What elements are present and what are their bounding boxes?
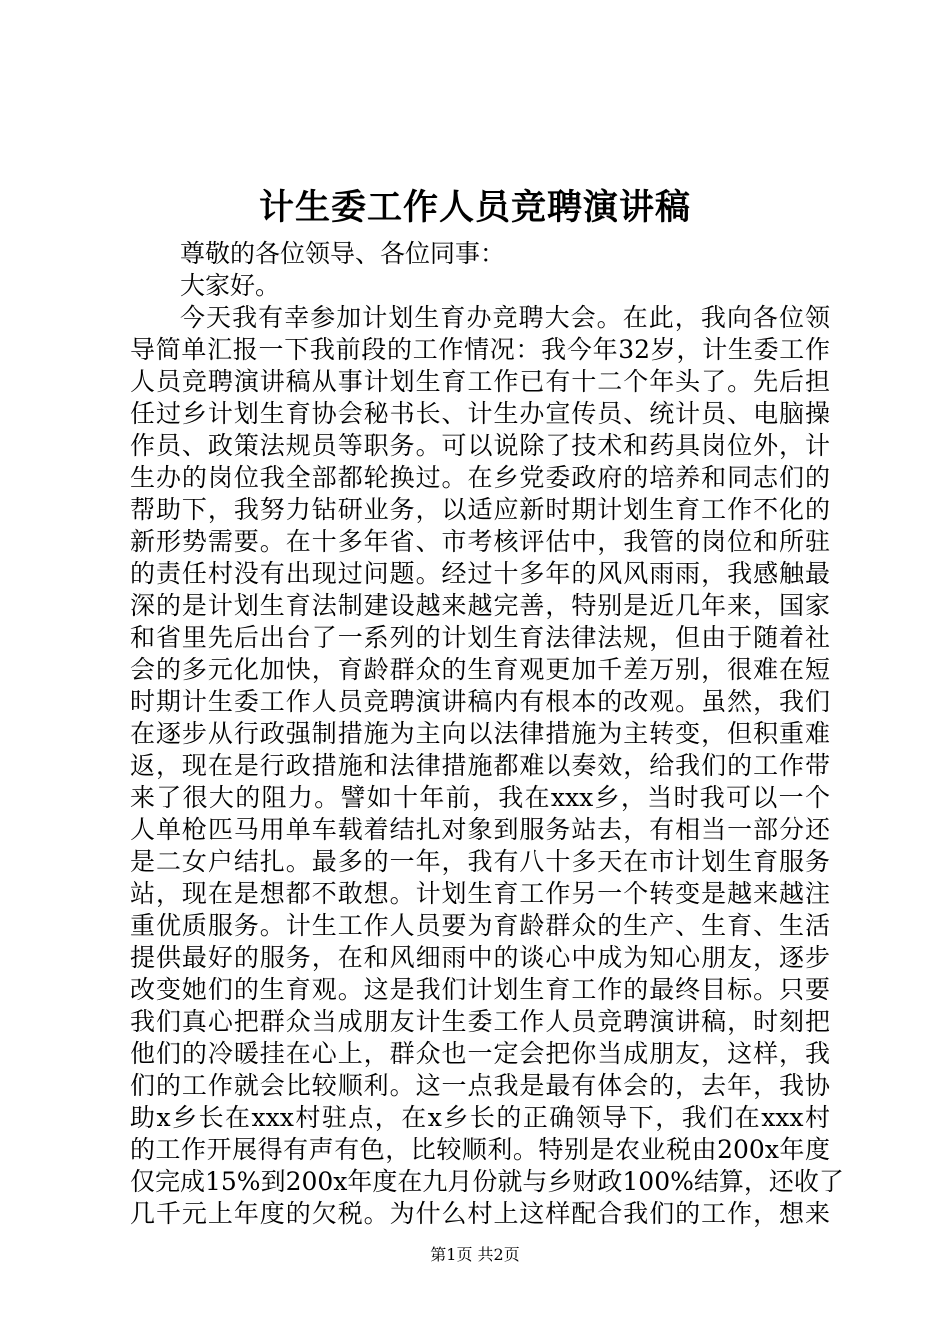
paragraph-line: 的责任村没有出现过问题。经过十多年的风风雨雨，我感触最 — [130, 559, 830, 588]
paragraph-line: 我们真心把群众当成朋友计生委工作人员竞聘演讲稿，时刻把 — [130, 1007, 830, 1036]
salutation-line: 尊敬的各位领导、各位同事： — [180, 239, 506, 268]
paragraph-line: 仅完成15%到200x年度在九月份就与乡财政100%结算，还收了 — [130, 1167, 844, 1196]
page-footer: 第1页 共2页 — [430, 1245, 520, 1264]
paragraph-line: 会的多元化加快，育龄群众的生育观更加千差万别，很难在短 — [130, 655, 830, 684]
paragraph-line: 几千元上年度的欠税。为什么村上这样配合我们的工作，想来 — [130, 1199, 830, 1228]
paragraph-line: 帮助下，我努力钻研业务，以适应新时期计划生育工作不化的 — [130, 495, 830, 524]
paragraph-line: 改变她们的生育观。这是我们计划生育工作的最终目标。只要 — [130, 975, 830, 1004]
paragraph-line: 提供最好的服务，在和风细雨中的谈心中成为知心朋友，逐步 — [130, 943, 830, 972]
paragraph-line: 时期计生委工作人员竞聘演讲稿内有根本的改观。虽然，我们 — [130, 687, 830, 716]
paragraph-line: 任过乡计划生育协会秘书长、计生办宣传员、统计员、电脑操 — [130, 399, 830, 428]
paragraph-line: 今天我有幸参加计划生育办竞聘大会。在此，我向各位领 — [180, 303, 830, 332]
document-title: 计生委工作人员竞聘演讲稿 — [258, 187, 691, 228]
paragraph-line: 是二女户结扎。最多的一年，我有八十多天在市计划生育服务 — [130, 847, 830, 876]
paragraph-line: 的工作开展得有声有色，比较顺利。特别是农业税由200x年度 — [130, 1135, 830, 1164]
paragraph-line: 和省里先后出台了一系列的计划生育法律法规，但由于随着社 — [130, 623, 830, 652]
paragraph-line: 助x乡长在xxx村驻点，在x乡长的正确领导下，我们在xxx村 — [130, 1103, 830, 1132]
paragraph-line: 新形势需要。在十多年省、市考核评估中，我管的岗位和所驻 — [130, 527, 830, 556]
paragraph-line: 来了很大的阻力。譬如十年前，我在xxx乡，当时我可以一个 — [130, 783, 830, 812]
document-body — [130, 238, 844, 1230]
paragraph-line: 人单枪匹马用单车载着结扎对象到服务站去，有相当一部分还 — [130, 815, 830, 844]
paragraph-line: 深的是计划生育法制建设越来越完善，特别是近几年来，国家 — [130, 591, 830, 620]
paragraph-line: 站，现在是想都不敢想。计划生育工作另一个转变是越来越注 — [130, 879, 830, 908]
paragraph-line: 生办的岗位我全部都轮换过。在乡党委政府的培养和同志们的 — [130, 463, 830, 492]
paragraph-line: 作员、政策法规员等职务。可以说除了技术和药具岗位外，计 — [130, 431, 830, 460]
paragraph-line: 重优质服务。计生工作人员要为育龄群众的生产、生育、生活 — [130, 911, 830, 940]
paragraph — [130, 302, 844, 1230]
paragraph-line: 导简单汇报一下我前段的工作情况：我今年32岁，计生委工作 — [130, 335, 830, 364]
paragraph-line: 在逐步从行政强制措施为主向以法律措施为主转变，但积重难 — [130, 719, 830, 748]
paragraph-line: 们的工作就会比较顺利。这一点我是最有体会的，去年，我协 — [130, 1071, 830, 1100]
greeting-line: 大家好。 — [180, 271, 281, 300]
paragraph-line: 他们的冷暖挂在心上，群众也一定会把你当成朋友，这样，我 — [130, 1039, 830, 1068]
paragraph-line: 人员竞聘演讲稿从事计划生育工作已有十二个年头了。先后担 — [130, 367, 830, 396]
paragraph-line: 返，现在是行政措施和法律措施都难以奏效，给我们的工作带 — [130, 751, 830, 780]
